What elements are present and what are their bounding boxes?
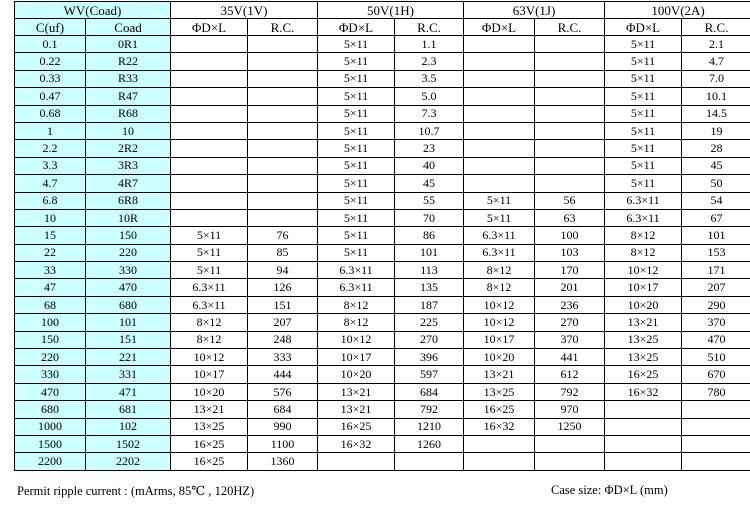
cell-rc-100v: 19 [682,122,750,139]
cell-capacitance: 0.1 [15,36,86,53]
table-row [15,105,750,122]
cell-capacitance: 1 [15,122,86,139]
cell-code: 330 [86,262,171,279]
case-size-note: Case size: ΦD×L (mm) [551,483,668,497]
cell-code: 471 [86,383,171,400]
cell-dims-35v [171,140,248,157]
cell-rc-63v: 170 [535,262,605,279]
cell-rc-63v [535,140,605,157]
cell-dims-50v: 5×11 [318,227,395,244]
cell-rc-100v: 153 [682,244,750,261]
cell-rc-50v: 3.5 [395,70,464,87]
cell-rc-100v: 7.0 [682,70,750,87]
header-code: Coad [86,19,171,36]
header-dims-63v: ΦD×L [464,19,535,36]
cell-rc-63v [535,105,605,122]
table-row [15,70,750,87]
cell-rc-63v: 100 [535,227,605,244]
cell-dims-63v: 6.3×11 [464,244,535,261]
cell-dims-63v: 10×20 [464,349,535,366]
cell-code: 2R2 [86,140,171,157]
table-row [15,314,750,331]
cell-rc-63v: 1250 [535,418,605,435]
header-rc-63v: R.C. [535,19,605,36]
cell-rc-63v: 103 [535,244,605,261]
cell-rc-35v: 576 [248,383,318,400]
cell-rc-35v: 444 [248,366,318,383]
cell-rc-63v [535,88,605,105]
cell-dims-50v: 10×17 [318,349,395,366]
cell-dims-100v: 6.3×11 [605,192,682,209]
cell-rc-50v: 55 [395,192,464,209]
cell-dims-100v: 5×11 [605,36,682,53]
cell-dims-50v [318,453,395,470]
cell-capacitance: 15 [15,227,86,244]
cell-dims-100v: 13×25 [605,349,682,366]
cell-dims-35v: 10×17 [171,366,248,383]
cell-rc-50v: 135 [395,279,464,296]
cell-dims-50v: 13×21 [318,401,395,418]
cell-dims-100v: 5×11 [605,157,682,174]
cell-dims-50v: 5×11 [318,70,395,87]
table-row [15,383,750,400]
capacitor-spec-table [14,1,750,471]
header-dims-35v: ΦD×L [171,19,248,36]
cell-code: R47 [86,88,171,105]
cell-rc-50v: 187 [395,296,464,313]
cell-code: 0R1 [86,36,171,53]
cell-dims-63v [464,122,535,139]
cell-dims-63v: 5×11 [464,209,535,226]
cell-dims-35v: 6.3×11 [171,296,248,313]
table-row [15,192,750,209]
cell-capacitance: 680 [15,401,86,418]
cell-rc-35v: 207 [248,314,318,331]
cell-rc-50v: 597 [395,366,464,383]
cell-dims-63v: 6.3×11 [464,227,535,244]
cell-dims-50v: 5×11 [318,122,395,139]
cell-rc-35v [248,70,318,87]
cell-rc-100v: 4.7 [682,53,750,70]
cell-dims-50v: 16×32 [318,435,395,452]
table-row [15,453,750,470]
cell-dims-100v: 13×25 [605,331,682,348]
cell-dims-100v [605,418,682,435]
cell-capacitance: 4.7 [15,175,86,192]
cell-capacitance: 47 [15,279,86,296]
cell-rc-50v [395,453,464,470]
cell-rc-100v [682,453,750,470]
cell-rc-63v [535,36,605,53]
cell-dims-63v: 10×12 [464,314,535,331]
table-body [15,36,750,471]
table-row [15,262,750,279]
cell-code: 470 [86,279,171,296]
cell-rc-35v [248,209,318,226]
cell-code: 681 [86,401,171,418]
header-voltage-35v: 35V(1V) [171,2,318,19]
cell-code: R33 [86,70,171,87]
header-voltage-100v: 100V(2A) [605,2,750,19]
cell-rc-100v: 207 [682,279,750,296]
cell-dims-63v: 16×25 [464,401,535,418]
cell-dims-35v [171,209,248,226]
cell-dims-63v [464,88,535,105]
cell-code: 221 [86,349,171,366]
cell-rc-100v [682,418,750,435]
cell-rc-35v [248,157,318,174]
cell-dims-100v: 10×20 [605,296,682,313]
cell-code: 3R3 [86,157,171,174]
cell-rc-63v: 612 [535,366,605,383]
header-capacitance: C(uf) [15,19,86,36]
cell-capacitance: 1500 [15,435,86,452]
cell-code: 6R8 [86,192,171,209]
header-rc-35v: R.C. [248,19,318,36]
cell-rc-63v: 236 [535,296,605,313]
cell-dims-100v [605,435,682,452]
cell-rc-35v: 1100 [248,435,318,452]
cell-dims-50v: 5×11 [318,175,395,192]
cell-dims-63v [464,435,535,452]
cell-rc-50v: 2.3 [395,53,464,70]
cell-dims-100v: 5×11 [605,140,682,157]
cell-dims-50v: 6.3×11 [318,262,395,279]
cell-capacitance: 10 [15,209,86,226]
cell-dims-50v: 5×11 [318,209,395,226]
cell-rc-63v [535,175,605,192]
table-row [15,279,750,296]
cell-dims-63v: 13×25 [464,383,535,400]
cell-dims-35v [171,157,248,174]
cell-dims-35v [171,175,248,192]
table-row [15,296,750,313]
cell-rc-35v [248,105,318,122]
cell-dims-63v [464,157,535,174]
header-rc-100v: R.C. [682,19,750,36]
cell-dims-35v [171,70,248,87]
cell-dims-100v: 5×11 [605,53,682,70]
cell-rc-50v: 23 [395,140,464,157]
cell-rc-35v [248,140,318,157]
cell-dims-63v [464,140,535,157]
cell-rc-100v: 45 [682,157,750,174]
table-row [15,401,750,418]
cell-rc-63v [535,122,605,139]
cell-dims-35v [171,88,248,105]
cell-capacitance: 0.33 [15,70,86,87]
header-dims-100v: ΦD×L [605,19,682,36]
cell-rc-100v: 67 [682,209,750,226]
cell-rc-63v: 63 [535,209,605,226]
cell-dims-35v: 5×11 [171,244,248,261]
header-row-voltage [15,2,750,19]
cell-rc-50v: 225 [395,314,464,331]
cell-rc-50v: 5.0 [395,88,464,105]
cell-dims-35v [171,105,248,122]
cell-capacitance: 0.68 [15,105,86,122]
cell-rc-50v: 113 [395,262,464,279]
cell-rc-50v: 10.7 [395,122,464,139]
cell-dims-100v: 16×25 [605,366,682,383]
cell-code: 4R7 [86,175,171,192]
cell-dims-35v: 13×25 [171,418,248,435]
table-row [15,366,750,383]
header-voltage-50v: 50V(1H) [318,2,464,19]
cell-rc-35v [248,88,318,105]
ripple-current-note: Permit ripple current : (mArms, 85℃ , 120HZ) [17,484,255,498]
cell-capacitance: 22 [15,244,86,261]
cell-dims-100v: 8×12 [605,227,682,244]
cell-capacitance: 330 [15,366,86,383]
cell-capacitance: 2.2 [15,140,86,157]
cell-rc-100v: 54 [682,192,750,209]
table-row [15,244,750,261]
cell-rc-100v: 28 [682,140,750,157]
table-row [15,88,750,105]
table-row [15,53,750,70]
table-row [15,122,750,139]
cell-capacitance: 100 [15,314,86,331]
cell-rc-50v: 270 [395,331,464,348]
cell-dims-35v: 5×11 [171,227,248,244]
cell-rc-50v: 86 [395,227,464,244]
cell-dims-63v [464,70,535,87]
cell-capacitance: 0.47 [15,88,86,105]
cell-rc-35v [248,53,318,70]
cell-dims-63v: 13×21 [464,366,535,383]
cell-dims-35v [171,53,248,70]
cell-rc-50v: 40 [395,157,464,174]
cell-dims-63v [464,36,535,53]
cell-dims-100v: 10×17 [605,279,682,296]
cell-code: 10R [86,209,171,226]
cell-dims-35v [171,122,248,139]
cell-dims-100v: 16×32 [605,383,682,400]
header-row-columns [15,19,750,36]
cell-rc-63v [535,70,605,87]
cell-dims-35v [171,192,248,209]
cell-dims-35v: 10×12 [171,349,248,366]
cell-code: 331 [86,366,171,383]
cell-dims-50v: 5×11 [318,192,395,209]
cell-code: R68 [86,105,171,122]
cell-dims-63v [464,175,535,192]
cell-rc-35v: 990 [248,418,318,435]
cell-dims-50v: 8×12 [318,314,395,331]
cell-rc-50v: 7.3 [395,105,464,122]
cell-rc-100v: 370 [682,314,750,331]
cell-dims-100v: 6.3×11 [605,209,682,226]
cell-dims-50v: 5×11 [318,105,395,122]
cell-capacitance: 150 [15,331,86,348]
cell-capacitance: 0.22 [15,53,86,70]
cell-capacitance: 2200 [15,453,86,470]
cell-dims-35v: 5×11 [171,262,248,279]
cell-dims-63v: 5×11 [464,192,535,209]
cell-rc-63v: 56 [535,192,605,209]
cell-rc-63v: 201 [535,279,605,296]
cell-code: 10 [86,122,171,139]
cell-dims-63v: 8×12 [464,262,535,279]
table-row [15,36,750,53]
header-wv-coad: WV(Coad) [15,2,171,19]
cell-rc-100v: 101 [682,227,750,244]
cell-code: 680 [86,296,171,313]
cell-rc-35v: 76 [248,227,318,244]
cell-dims-100v [605,401,682,418]
cell-capacitance: 220 [15,349,86,366]
cell-dims-50v: 10×20 [318,366,395,383]
cell-rc-100v: 510 [682,349,750,366]
cell-rc-35v: 1360 [248,453,318,470]
cell-rc-50v: 101 [395,244,464,261]
cell-dims-35v: 13×21 [171,401,248,418]
cell-rc-100v: 171 [682,262,750,279]
cell-capacitance: 33 [15,262,86,279]
cell-rc-50v: 1210 [395,418,464,435]
cell-rc-100v [682,435,750,452]
cell-dims-63v [464,453,535,470]
cell-dims-63v: 10×17 [464,331,535,348]
cell-dims-100v: 5×11 [605,70,682,87]
cell-dims-50v: 5×11 [318,36,395,53]
cell-dims-50v: 16×25 [318,418,395,435]
cell-rc-63v: 970 [535,401,605,418]
cell-capacitance: 68 [15,296,86,313]
cell-rc-35v: 333 [248,349,318,366]
header-dims-50v: ΦD×L [318,19,395,36]
cell-dims-100v [605,453,682,470]
cell-capacitance: 6.8 [15,192,86,209]
cell-code: R22 [86,53,171,70]
cell-dims-100v: 5×11 [605,175,682,192]
cell-dims-50v: 5×11 [318,53,395,70]
cell-rc-35v [248,192,318,209]
cell-rc-50v: 1.1 [395,36,464,53]
cell-code: 2202 [86,453,171,470]
cell-rc-100v: 10.1 [682,88,750,105]
cell-rc-63v [535,435,605,452]
cell-rc-35v: 126 [248,279,318,296]
cell-dims-100v: 5×11 [605,88,682,105]
cell-rc-63v [535,53,605,70]
cell-dims-100v: 8×12 [605,244,682,261]
table-row [15,227,750,244]
cell-rc-35v: 94 [248,262,318,279]
cell-dims-50v: 10×12 [318,331,395,348]
cell-rc-35v [248,122,318,139]
cell-dims-50v: 5×11 [318,244,395,261]
cell-rc-100v [682,401,750,418]
cell-rc-63v: 270 [535,314,605,331]
cell-dims-63v [464,53,535,70]
cell-dims-50v: 6.3×11 [318,279,395,296]
cell-dims-35v: 10×20 [171,383,248,400]
cell-code: 101 [86,314,171,331]
cell-rc-50v: 1260 [395,435,464,452]
cell-capacitance: 1000 [15,418,86,435]
table-row [15,331,750,348]
cell-rc-63v: 370 [535,331,605,348]
cell-rc-63v: 792 [535,383,605,400]
cell-dims-63v: 16×32 [464,418,535,435]
cell-rc-50v: 792 [395,401,464,418]
cell-code: 151 [86,331,171,348]
cell-rc-100v: 50 [682,175,750,192]
cell-dims-50v: 13×21 [318,383,395,400]
cell-dims-100v: 5×11 [605,105,682,122]
cell-rc-100v: 290 [682,296,750,313]
cell-rc-63v: 441 [535,349,605,366]
cell-rc-35v [248,175,318,192]
table-row [15,157,750,174]
cell-dims-35v: 8×12 [171,331,248,348]
cell-rc-50v: 45 [395,175,464,192]
cell-rc-100v: 14.5 [682,105,750,122]
cell-rc-100v: 2.1 [682,36,750,53]
cell-rc-35v: 85 [248,244,318,261]
cell-rc-100v: 470 [682,331,750,348]
table-row [15,418,750,435]
cell-dims-100v: 5×11 [605,122,682,139]
cell-dims-50v: 5×11 [318,157,395,174]
cell-code: 1502 [86,435,171,452]
cell-rc-50v: 396 [395,349,464,366]
cell-dims-50v: 5×11 [318,88,395,105]
cell-capacitance: 3.3 [15,157,86,174]
cell-rc-35v: 684 [248,401,318,418]
cell-code: 150 [86,227,171,244]
cell-dims-63v: 10×12 [464,296,535,313]
cell-dims-35v: 16×25 [171,453,248,470]
cell-rc-35v [248,36,318,53]
cell-dims-63v [464,105,535,122]
table-row [15,349,750,366]
cell-rc-100v: 670 [682,366,750,383]
cell-dims-63v: 8×12 [464,279,535,296]
cell-rc-63v [535,157,605,174]
cell-dims-35v: 6.3×11 [171,279,248,296]
cell-rc-100v: 780 [682,383,750,400]
cell-dims-50v: 5×11 [318,140,395,157]
cell-dims-35v: 16×25 [171,435,248,452]
cell-code: 102 [86,418,171,435]
cell-capacitance: 470 [15,383,86,400]
table-row [15,140,750,157]
cell-dims-50v: 8×12 [318,296,395,313]
header-rc-50v: R.C. [395,19,464,36]
cell-rc-50v: 684 [395,383,464,400]
cell-dims-100v: 13×21 [605,314,682,331]
table-row [15,175,750,192]
cell-dims-100v: 10×12 [605,262,682,279]
cell-rc-63v [535,453,605,470]
table-row [15,209,750,226]
table-row [15,435,750,452]
cell-rc-50v: 70 [395,209,464,226]
cell-rc-35v: 248 [248,331,318,348]
cell-rc-35v: 151 [248,296,318,313]
cell-dims-35v [171,36,248,53]
cell-dims-35v: 8×12 [171,314,248,331]
cell-code: 220 [86,244,171,261]
header-voltage-63v: 63V(1J) [464,2,605,19]
